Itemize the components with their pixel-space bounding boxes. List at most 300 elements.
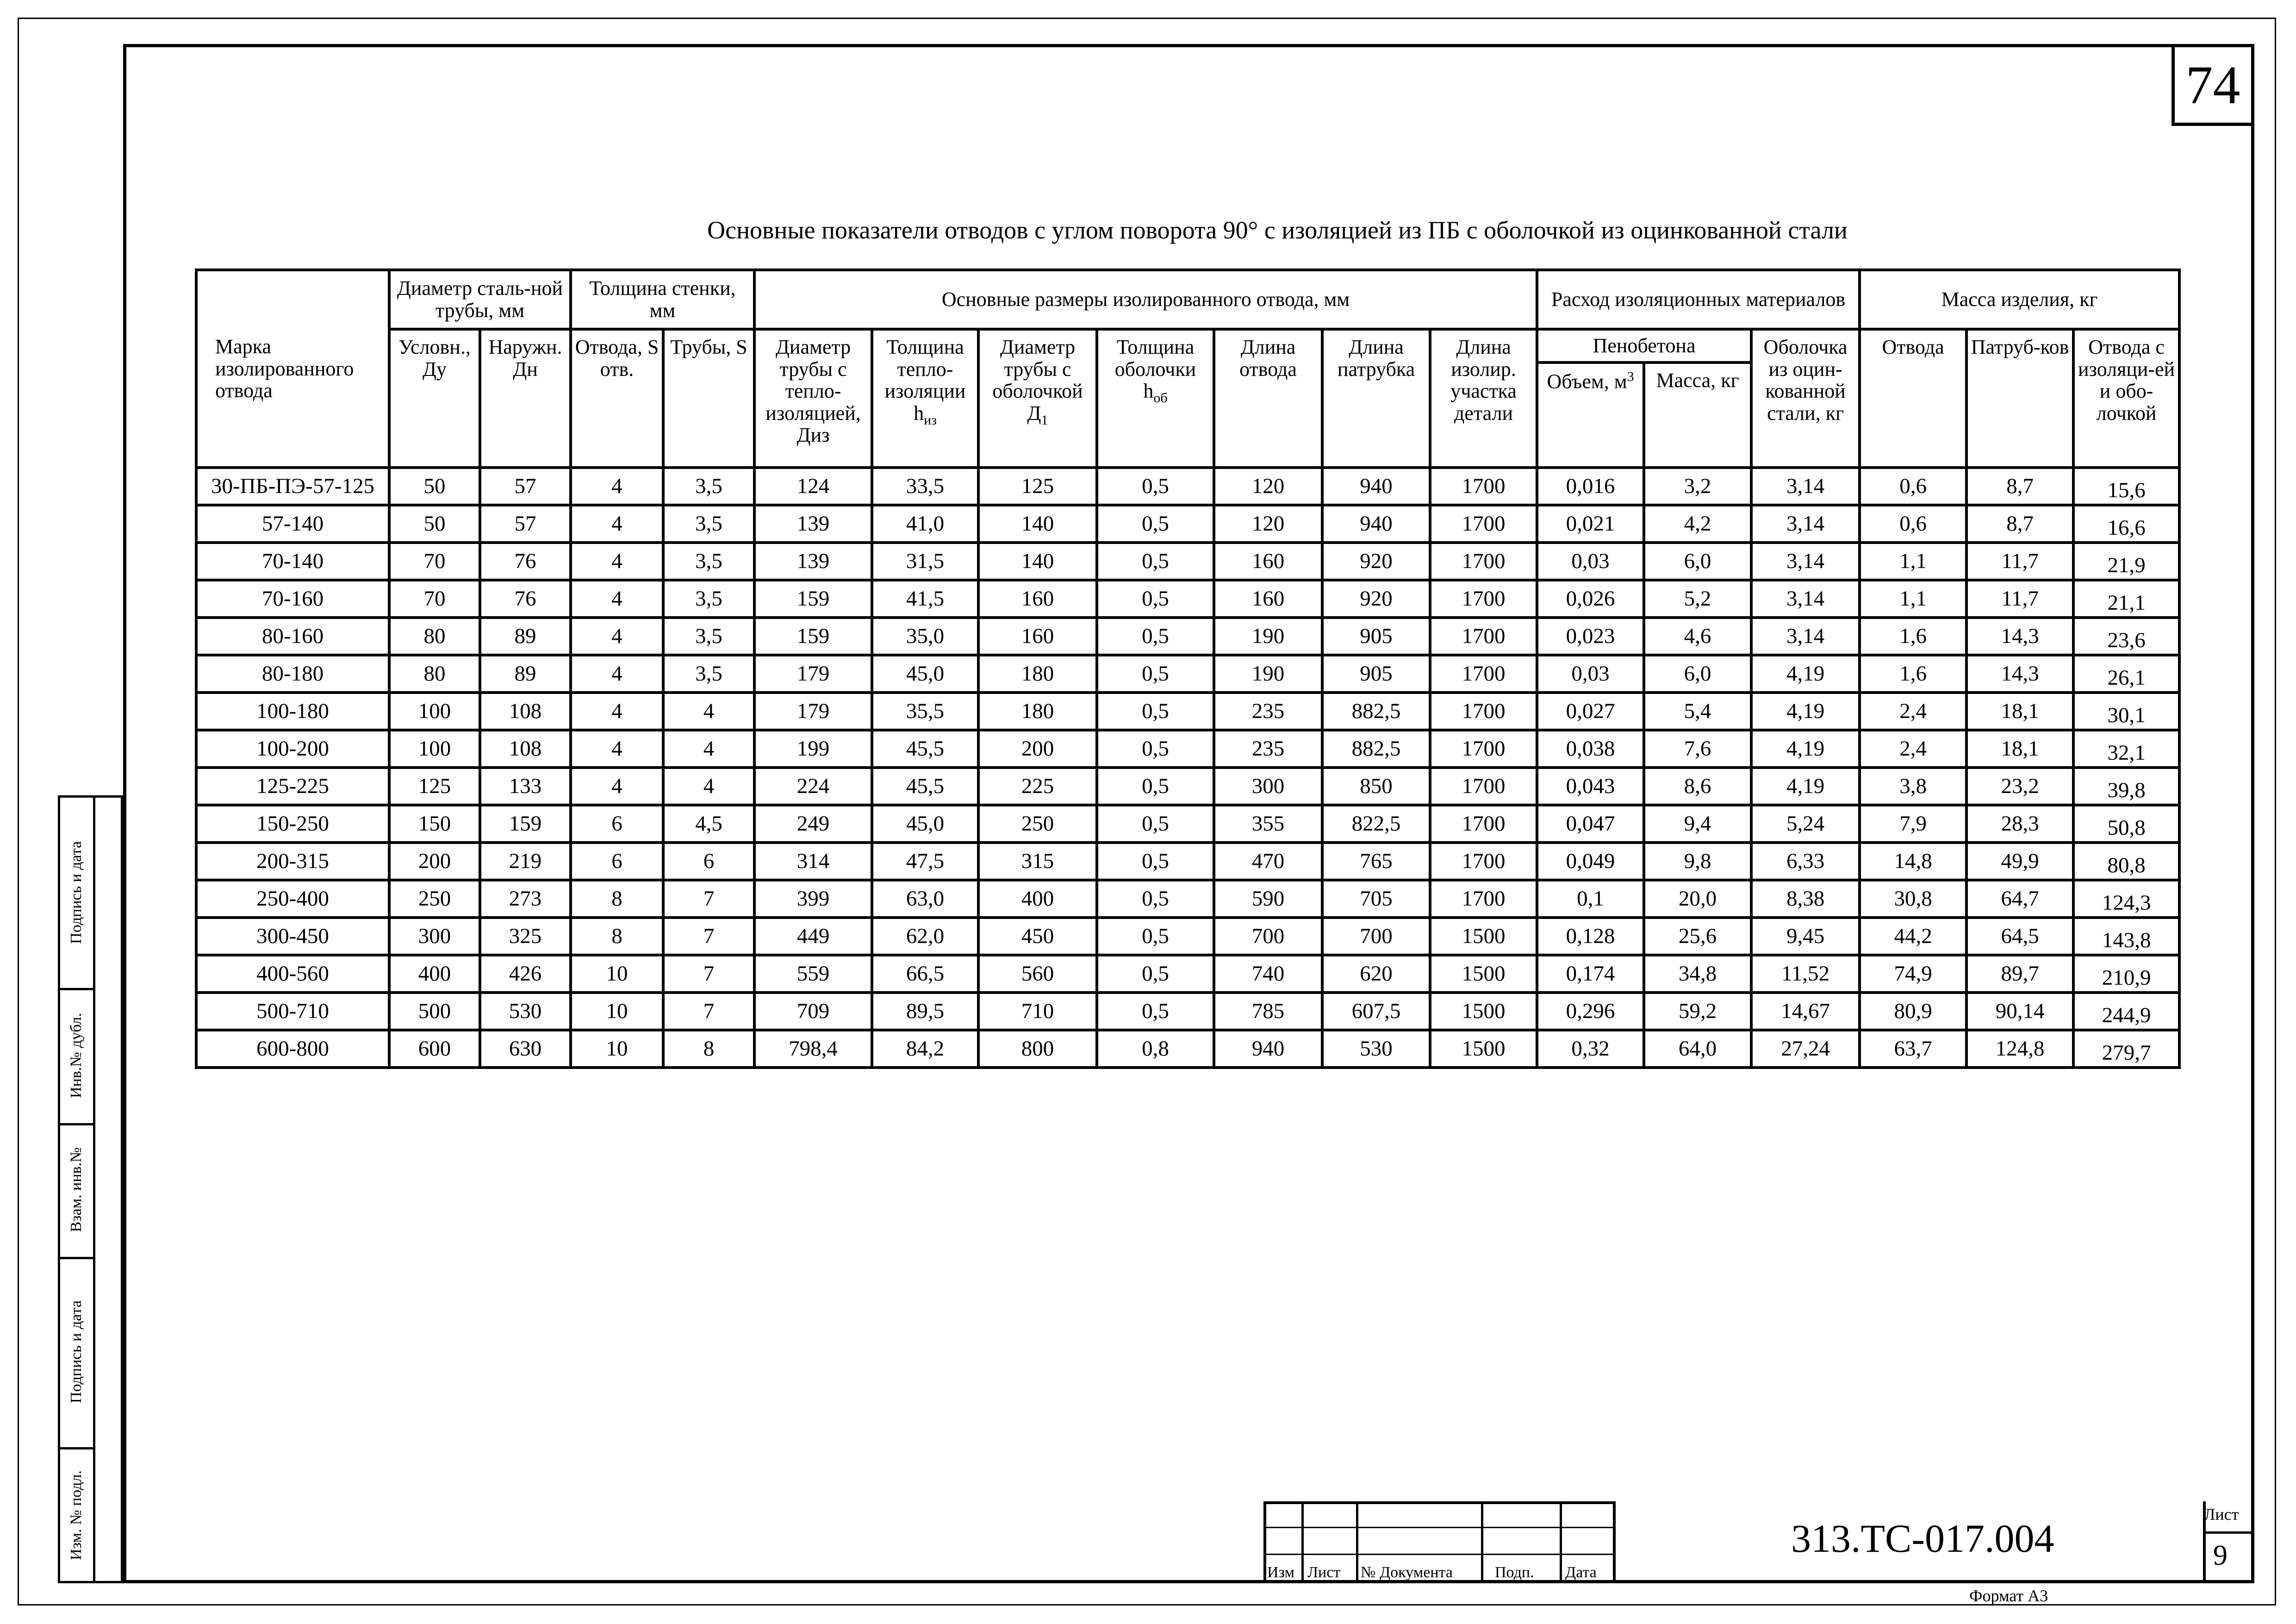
value-cell: 3,5: [663, 505, 754, 543]
value-cell: 4,19: [1751, 655, 1860, 693]
value-cell: 400: [389, 955, 480, 993]
mark-cell: 70-160: [196, 580, 389, 618]
value-cell: 4: [571, 580, 663, 618]
mark-cell: 200-315: [196, 843, 389, 880]
value-cell: 2,4: [1860, 693, 1966, 730]
header-main-dims: Основные размеры изолированного отвода, мм: [754, 270, 1537, 329]
value-cell: 449: [754, 918, 872, 955]
value-cell: 785: [1214, 993, 1322, 1030]
value-cell: 66,5: [872, 955, 978, 993]
value-cell: 235: [1214, 693, 1322, 730]
title-block: [1263, 1501, 2254, 1583]
value-cell: 705: [1322, 880, 1430, 918]
value-cell: 630: [480, 1030, 571, 1068]
value-cell: 0,5: [1097, 618, 1214, 655]
value-cell: 120: [1214, 505, 1322, 543]
header-m-bend: Отвода: [1860, 329, 1966, 468]
value-cell: 940: [1214, 1030, 1322, 1068]
header-h-shell: Толщина оболочки $h_{об}$: [1097, 329, 1214, 468]
header-foam: Пенобетона: [1537, 329, 1751, 362]
value-cell: 0,5: [1097, 730, 1214, 768]
value-cell: 8: [571, 918, 663, 955]
table-row: [196, 543, 2179, 580]
value-cell: 8,7: [1966, 468, 2073, 505]
side-original-inventory: Изм. № подл.: [68, 1470, 85, 1560]
value-cell: 0,5: [1097, 805, 1214, 843]
value-cell: 0,5: [1097, 505, 1214, 543]
value-cell: 9,4: [1644, 805, 1751, 843]
value-cell: 26,1: [2073, 655, 2179, 693]
value-cell: 63,0: [872, 880, 978, 918]
sheet-page-number: 9: [2213, 1540, 2228, 1571]
value-cell: 3,5: [663, 618, 754, 655]
table-row: [196, 693, 2179, 730]
value-cell: 920: [1322, 543, 1430, 580]
value-cell: 4,2: [1644, 505, 1751, 543]
value-cell: 25,6: [1644, 918, 1751, 955]
value-cell: 30,1: [2073, 693, 2179, 730]
value-cell: 1700: [1430, 655, 1537, 693]
value-cell: 225: [978, 768, 1097, 805]
value-cell: 0,043: [1537, 768, 1644, 805]
header-wall-thickness: Толщина стенки, мм: [571, 270, 754, 329]
value-cell: 160: [978, 618, 1097, 655]
value-cell: 1500: [1430, 993, 1537, 1030]
value-cell: 16,6: [2073, 505, 2179, 543]
value-cell: 27,24: [1751, 1030, 1860, 1068]
value-cell: 199: [754, 730, 872, 768]
value-cell: 607,5: [1322, 993, 1430, 1030]
header-mass: Масса, кг: [1644, 362, 1751, 468]
value-cell: 700: [1214, 918, 1322, 955]
value-cell: 143,8: [2073, 918, 2179, 955]
stamp-date: Дата: [1565, 1564, 1597, 1581]
value-cell: 11,52: [1751, 955, 1860, 993]
value-cell: 315: [978, 843, 1097, 880]
value-cell: 0,8: [1097, 1030, 1214, 1068]
value-cell: 4: [571, 730, 663, 768]
value-cell: 89,5: [872, 993, 978, 1030]
value-cell: 63,7: [1860, 1030, 1966, 1068]
value-cell: 0,5: [1097, 768, 1214, 805]
value-cell: 23,2: [1966, 768, 2073, 805]
value-cell: 530: [1322, 1030, 1430, 1068]
value-cell: 20,0: [1644, 880, 1751, 918]
value-cell: 300: [389, 918, 480, 955]
header-l-bend: Длина отвода: [1214, 329, 1322, 468]
value-cell: 0,047: [1537, 805, 1644, 843]
mark-cell: 500-710: [196, 993, 389, 1030]
value-cell: 76: [480, 580, 571, 618]
value-cell: 325: [480, 918, 571, 955]
mark-cell: 80-180: [196, 655, 389, 693]
header-wall-bend: Отвода, S отв.: [571, 329, 663, 468]
value-cell: 89,7: [1966, 955, 2073, 993]
value-cell: 45,5: [872, 768, 978, 805]
value-cell: 600: [389, 1030, 480, 1068]
value-cell: 0,1: [1537, 880, 1644, 918]
value-cell: 30,8: [1860, 880, 1966, 918]
header-m-nozzles: Патруб-ков: [1966, 329, 2073, 468]
value-cell: 0,5: [1097, 880, 1214, 918]
value-cell: 15,6: [2073, 468, 2179, 505]
paper-format: Формат А3: [1969, 1587, 2048, 1605]
value-cell: 882,5: [1322, 730, 1430, 768]
value-cell: 124,8: [1966, 1030, 2073, 1068]
header-consumption: Расход изоляционных материалов: [1537, 270, 1860, 329]
value-cell: 905: [1322, 655, 1430, 693]
value-cell: 7,6: [1644, 730, 1751, 768]
header-pipe-diameter: Диаметр сталь-ной трубы, мм: [389, 270, 571, 329]
document-number: 313.ТС-017.004: [1791, 1516, 2054, 1561]
value-cell: 0,6: [1860, 505, 1966, 543]
value-cell: 850: [1322, 768, 1430, 805]
stamp-sign: Подп.: [1495, 1564, 1534, 1581]
value-cell: 4: [571, 693, 663, 730]
value-cell: 108: [480, 693, 571, 730]
value-cell: 470: [1214, 843, 1322, 880]
mark-cell: 400-560: [196, 955, 389, 993]
mark-cell: 125-225: [196, 768, 389, 805]
value-cell: 6,0: [1644, 655, 1751, 693]
value-cell: 4: [571, 505, 663, 543]
table-row: [196, 955, 2179, 993]
value-cell: 11,7: [1966, 543, 2073, 580]
value-cell: 3,2: [1644, 468, 1751, 505]
value-cell: 0,027: [1537, 693, 1644, 730]
value-cell: 10: [571, 955, 663, 993]
value-cell: 4: [663, 693, 754, 730]
value-cell: 279,7: [2073, 1030, 2179, 1068]
value-cell: 4: [663, 768, 754, 805]
value-cell: 1700: [1430, 505, 1537, 543]
value-cell: 559: [754, 955, 872, 993]
value-cell: 7,9: [1860, 805, 1966, 843]
value-cell: 35,5: [872, 693, 978, 730]
value-cell: 180: [978, 693, 1097, 730]
value-cell: 45,0: [872, 805, 978, 843]
value-cell: 139: [754, 505, 872, 543]
value-cell: 3,14: [1751, 580, 1860, 618]
value-cell: 6: [571, 805, 663, 843]
value-cell: 700: [1322, 918, 1430, 955]
value-cell: 90,14: [1966, 993, 2073, 1030]
data-table: [195, 269, 2181, 1069]
value-cell: 125: [978, 468, 1097, 505]
value-cell: 57: [480, 468, 571, 505]
value-cell: 1700: [1430, 543, 1537, 580]
value-cell: 125: [389, 768, 480, 805]
value-cell: 4,19: [1751, 693, 1860, 730]
value-cell: 10: [571, 993, 663, 1030]
side-dup-inventory: Инв.№ дубл.: [68, 1012, 85, 1099]
value-cell: 4,5: [663, 805, 754, 843]
header-shell-steel: Оболочка из оцин-кованной стали, кг: [1751, 329, 1860, 468]
value-cell: 314: [754, 843, 872, 880]
mark-cell: 57-140: [196, 505, 389, 543]
value-cell: 200: [389, 843, 480, 880]
value-cell: 180: [978, 655, 1097, 693]
value-cell: 160: [978, 580, 1097, 618]
header-d-shell: Диаметр трубы с оболочкой $Д_1$: [978, 329, 1097, 468]
value-cell: 47,5: [872, 843, 978, 880]
value-cell: 0,5: [1097, 918, 1214, 955]
value-cell: 120: [1214, 468, 1322, 505]
value-cell: 5,2: [1644, 580, 1751, 618]
value-cell: 4,19: [1751, 730, 1860, 768]
value-cell: 8,38: [1751, 880, 1860, 918]
value-cell: 355: [1214, 805, 1322, 843]
value-cell: 159: [480, 805, 571, 843]
value-cell: 3,5: [663, 655, 754, 693]
value-cell: 18,1: [1966, 693, 2073, 730]
value-cell: 224: [754, 768, 872, 805]
value-cell: 59,2: [1644, 993, 1751, 1030]
value-cell: 3,5: [663, 543, 754, 580]
value-cell: 41,5: [872, 580, 978, 618]
value-cell: 273: [480, 880, 571, 918]
value-cell: 23,6: [2073, 618, 2179, 655]
value-cell: 89: [480, 655, 571, 693]
table-row: [196, 768, 2179, 805]
value-cell: 0,5: [1097, 543, 1214, 580]
table-row: [196, 843, 2179, 880]
table-row: [196, 993, 2179, 1030]
header-d-insul: Диаметр трубы с тепло-изоляцией, Диз: [754, 329, 872, 468]
value-cell: 44,2: [1860, 918, 1966, 955]
value-cell: 35,0: [872, 618, 978, 655]
value-cell: 14,3: [1966, 618, 2073, 655]
value-cell: 6,33: [1751, 843, 1860, 880]
side-signature-date-1: Подпись и дата: [68, 841, 85, 944]
value-cell: 0,023: [1537, 618, 1644, 655]
value-cell: 1500: [1430, 918, 1537, 955]
header-product-mass: Масса изделия, кг: [1860, 270, 2179, 329]
value-cell: 940: [1322, 468, 1430, 505]
value-cell: 50: [389, 505, 480, 543]
value-cell: 0,038: [1537, 730, 1644, 768]
value-cell: 0,5: [1097, 693, 1214, 730]
value-cell: 450: [978, 918, 1097, 955]
header-l-detail: Длина изолир. участка детали: [1430, 329, 1537, 468]
value-cell: 5,24: [1751, 805, 1860, 843]
value-cell: 159: [754, 580, 872, 618]
value-cell: 0,03: [1537, 543, 1644, 580]
mark-cell: 150-250: [196, 805, 389, 843]
value-cell: 0,5: [1097, 580, 1214, 618]
value-cell: 400: [978, 880, 1097, 918]
value-cell: 940: [1322, 505, 1430, 543]
value-cell: 3,14: [1751, 543, 1860, 580]
header-h-insul: Толщина тепло-изоляции $h_{из}$: [872, 329, 978, 468]
table-row: [196, 1030, 2179, 1068]
value-cell: 190: [1214, 618, 1322, 655]
table-title: Основные показатели отводов с углом поворота 90° с изоляцией из ПБ с оболочкой из оцинкованной стали: [707, 216, 1848, 244]
value-cell: 139: [754, 543, 872, 580]
mark-cell: 100-200: [196, 730, 389, 768]
table-row: [196, 580, 2179, 618]
value-cell: 1700: [1430, 468, 1537, 505]
value-cell: 100: [389, 730, 480, 768]
value-cell: 710: [978, 993, 1097, 1030]
value-cell: 179: [754, 693, 872, 730]
value-cell: 9,8: [1644, 843, 1751, 880]
side-signature-date-2: Подпись и дата: [68, 1300, 85, 1403]
value-cell: 64,5: [1966, 918, 2073, 955]
value-cell: 41,0: [872, 505, 978, 543]
value-cell: 4: [571, 655, 663, 693]
value-cell: 620: [1322, 955, 1430, 993]
value-cell: 6,0: [1644, 543, 1751, 580]
value-cell: 0,296: [1537, 993, 1644, 1030]
value-cell: 822,5: [1322, 805, 1430, 843]
value-cell: 31,5: [872, 543, 978, 580]
value-cell: 3,5: [663, 580, 754, 618]
value-cell: 7: [663, 993, 754, 1030]
value-cell: 1700: [1430, 730, 1537, 768]
value-cell: 150: [389, 805, 480, 843]
value-cell: 11,7: [1966, 580, 2073, 618]
value-cell: 4: [571, 468, 663, 505]
value-cell: 590: [1214, 880, 1322, 918]
value-cell: 0,128: [1537, 918, 1644, 955]
value-cell: 0,5: [1097, 993, 1214, 1030]
value-cell: 33,5: [872, 468, 978, 505]
value-cell: 8,7: [1966, 505, 2073, 543]
value-cell: 4: [571, 543, 663, 580]
value-cell: 4: [663, 730, 754, 768]
value-cell: 4,6: [1644, 618, 1751, 655]
value-cell: 100: [389, 693, 480, 730]
value-cell: 39,8: [2073, 768, 2179, 805]
value-cell: 0,5: [1097, 955, 1214, 993]
value-cell: 64,0: [1644, 1030, 1751, 1068]
value-cell: 235: [1214, 730, 1322, 768]
value-cell: 250: [978, 805, 1097, 843]
value-cell: 1,1: [1860, 543, 1966, 580]
header-wall-pipe: Трубы, S: [663, 329, 754, 468]
value-cell: 133: [480, 768, 571, 805]
value-cell: 0,5: [1097, 843, 1214, 880]
value-cell: 0,016: [1537, 468, 1644, 505]
stamp-list: Лист: [1307, 1564, 1341, 1581]
value-cell: 14,3: [1966, 655, 2073, 693]
value-cell: 740: [1214, 955, 1322, 993]
value-cell: 80: [389, 655, 480, 693]
table-row: [196, 505, 2179, 543]
header-outer: Наружн. Дн: [480, 329, 571, 468]
mark-cell: 600-800: [196, 1030, 389, 1068]
mark-cell: 300-450: [196, 918, 389, 955]
table-row: [196, 730, 2179, 768]
value-cell: 399: [754, 880, 872, 918]
side-stamp: [58, 795, 123, 1583]
value-cell: 0,026: [1537, 580, 1644, 618]
value-cell: 8: [571, 880, 663, 918]
value-cell: 765: [1322, 843, 1430, 880]
value-cell: 32,1: [2073, 730, 2179, 768]
table-row: [196, 618, 2179, 655]
value-cell: 0,03: [1537, 655, 1644, 693]
value-cell: 6: [571, 843, 663, 880]
value-cell: 0,021: [1537, 505, 1644, 543]
value-cell: 219: [480, 843, 571, 880]
header-mark: Марка изолированного отвода: [196, 270, 389, 468]
value-cell: 50,8: [2073, 805, 2179, 843]
value-cell: 530: [480, 993, 571, 1030]
value-cell: 7: [663, 918, 754, 955]
value-cell: 4,19: [1751, 768, 1860, 805]
table-row: [196, 655, 2179, 693]
value-cell: 1700: [1430, 843, 1537, 880]
value-cell: 210,9: [2073, 955, 2179, 993]
value-cell: 45,0: [872, 655, 978, 693]
table-row: [196, 805, 2179, 843]
value-cell: 18,1: [1966, 730, 2073, 768]
value-cell: 1700: [1430, 880, 1537, 918]
value-cell: 108: [480, 730, 571, 768]
value-cell: 249: [754, 805, 872, 843]
header-nominal: Условн., Ду: [389, 329, 480, 468]
value-cell: 1500: [1430, 1030, 1537, 1068]
value-cell: 300: [1214, 768, 1322, 805]
value-cell: 800: [978, 1030, 1097, 1068]
value-cell: 160: [1214, 580, 1322, 618]
value-cell: 7: [663, 955, 754, 993]
value-cell: 14,67: [1751, 993, 1860, 1030]
table-row: [196, 880, 2179, 918]
value-cell: 70: [389, 580, 480, 618]
value-cell: 1700: [1430, 693, 1537, 730]
value-cell: 1700: [1430, 580, 1537, 618]
mark-cell: 70-140: [196, 543, 389, 580]
value-cell: 798,4: [754, 1030, 872, 1068]
side-replaced-inventory: Взам. инв.№: [68, 1147, 85, 1232]
value-cell: 140: [978, 543, 1097, 580]
value-cell: 140: [978, 505, 1097, 543]
value-cell: 0,32: [1537, 1030, 1644, 1068]
value-cell: 2,4: [1860, 730, 1966, 768]
value-cell: 1700: [1430, 618, 1537, 655]
sheet-number: 74: [2172, 44, 2254, 126]
value-cell: 190: [1214, 655, 1322, 693]
value-cell: 64,7: [1966, 880, 2073, 918]
value-cell: 7: [663, 880, 754, 918]
value-cell: 74,9: [1860, 955, 1966, 993]
value-cell: 1700: [1430, 768, 1537, 805]
value-cell: 0,174: [1537, 955, 1644, 993]
value-cell: 70: [389, 543, 480, 580]
value-cell: 62,0: [872, 918, 978, 955]
value-cell: 9,45: [1751, 918, 1860, 955]
value-cell: 49,9: [1966, 843, 2073, 880]
header-m-total: Отвода с изоляци-ей и обо-лочкой: [2073, 329, 2179, 468]
value-cell: 200: [978, 730, 1097, 768]
value-cell: 4: [571, 768, 663, 805]
value-cell: 3,5: [663, 468, 754, 505]
value-cell: 1,6: [1860, 618, 1966, 655]
value-cell: 426: [480, 955, 571, 993]
value-cell: 10: [571, 1030, 663, 1068]
value-cell: 0,6: [1860, 468, 1966, 505]
value-cell: 124: [754, 468, 872, 505]
value-cell: 709: [754, 993, 872, 1030]
value-cell: 920: [1322, 580, 1430, 618]
mark-cell: 250-400: [196, 880, 389, 918]
value-cell: 34,8: [1644, 955, 1751, 993]
value-cell: 250: [389, 880, 480, 918]
value-cell: 80: [389, 618, 480, 655]
